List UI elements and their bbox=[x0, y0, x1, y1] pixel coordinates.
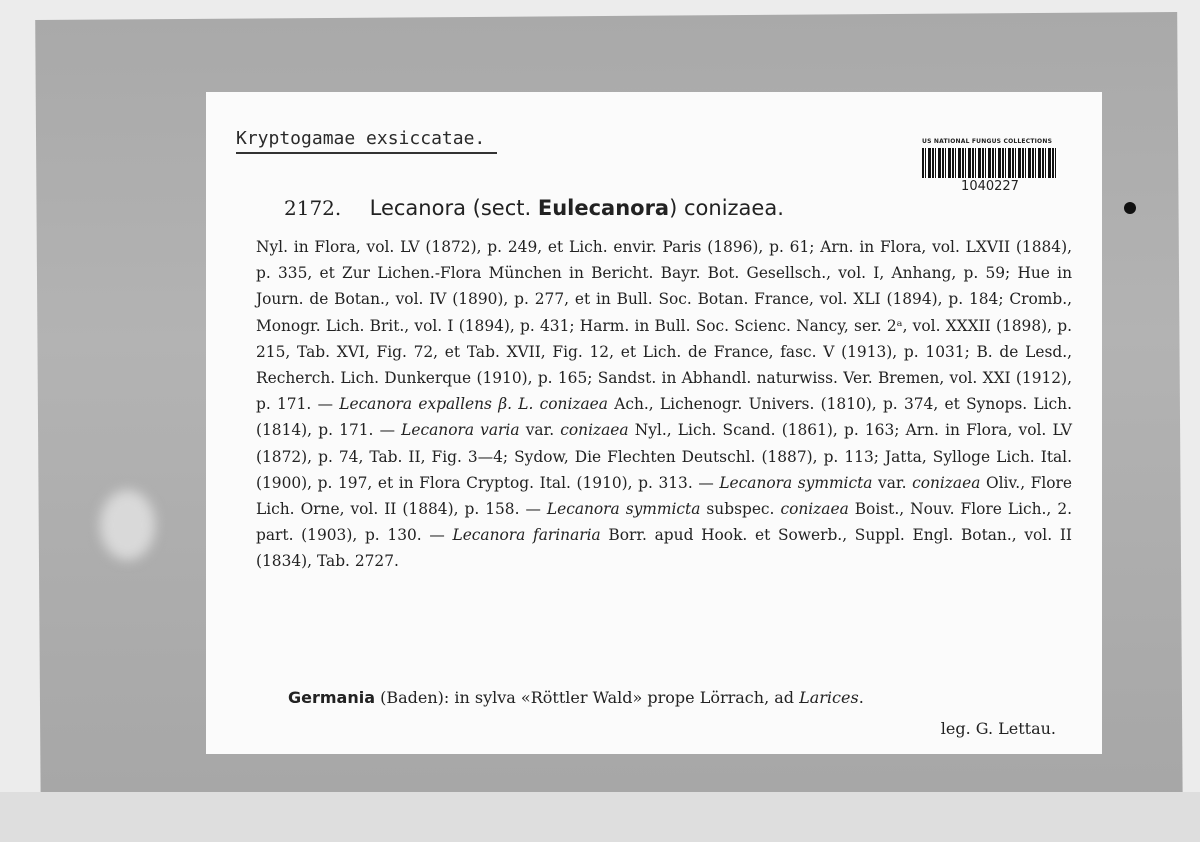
background-sheet bbox=[0, 792, 1200, 842]
locality-line: Germania (Baden): in sylva «Röttler Wald» prope Lörrach, ad Larices. bbox=[288, 688, 864, 707]
paper-stain bbox=[100, 490, 155, 560]
barcode-number: 1040227 bbox=[961, 179, 1019, 194]
barcode-caption: US NATIONAL FUNGUS COLLECTIONS bbox=[922, 138, 1053, 145]
barcode-block bbox=[922, 138, 1058, 194]
exsiccata-number: 2172. bbox=[284, 196, 342, 220]
ink-dot bbox=[1124, 202, 1136, 214]
taxon-name: Lecanora (sect. Eulecanora) conizaea. bbox=[369, 196, 784, 220]
collector-line: leg. G. Lettau. bbox=[940, 719, 1056, 738]
citation-text: Nyl. in Flora, vol. LV (1872), p. 249, et Lich. envir. Paris (1896), p. 61; Arn. in Flora, vol. LXVII (1884), p. 335, et Zur Lichen.-Flora München in Bericht. Bayr. Bot. Gesellsch., vol. I, Anhang, p. 59; Hue in Journ. de Botan., vol. IV (1890), p. 277, et in Bull. Soc. Botan. France, vol. XLI (1894), p. 184; Cromb., Monogr. Lich. Brit., vol. I (1894), p. 431; Harm. in Bull. Soc. Scienc. Nancy, ser. 2ᵃ, vol. XXXII (1898), p. 215, Tab. XVI, Fig. 72, et Tab. XVII, Fig. 12, et Lich. de France, fasc. V (1913), p. 1031; B. de Lesd., Recherch. Lich. Dunkerque (1910), p. 165; Sandst. in Abhandl. naturwiss. Ver. Bremen, vol. XXI (1912), p. 171. — Lecanora expallens β. L. conizaea Ach., Lichenogr. Univers. (1810), p. 374, et Synops. Lich. (1814), p. 171. — Lecanora varia var. conizaea Nyl., Lich. Scand. (1861), p. 163; Arn. in Flora, vol. LV (1872), p. 74, Tab. II, Fig. 3—4; Sydow, Die Flechten Deutschl. (1887), p. 113; Jatta, Sylloge Lich. Ital. (1900), p. 197, et in Flora Cryptog. Ital. (1910), p. 313. — Lecanora symmicta var. conizaea Oliv., Flore Lich. Orne, vol. II (1884), p. 158. — Lecanora symmicta subspec. conizaea Boist., Nouv. Flore Lich., 2. part. (1903), p. 130. — Lecanora farinaria Borr. apud Hook. et Sowerb., Suppl. Engl. Botan., vol. II (1834), Tab. 2727. bbox=[256, 238, 1073, 571]
specimen-label bbox=[206, 92, 1102, 754]
taxon-title bbox=[284, 196, 784, 220]
barcode-icon bbox=[922, 148, 1058, 178]
series-header: Kryptogamae exsiccatae. bbox=[236, 128, 497, 154]
